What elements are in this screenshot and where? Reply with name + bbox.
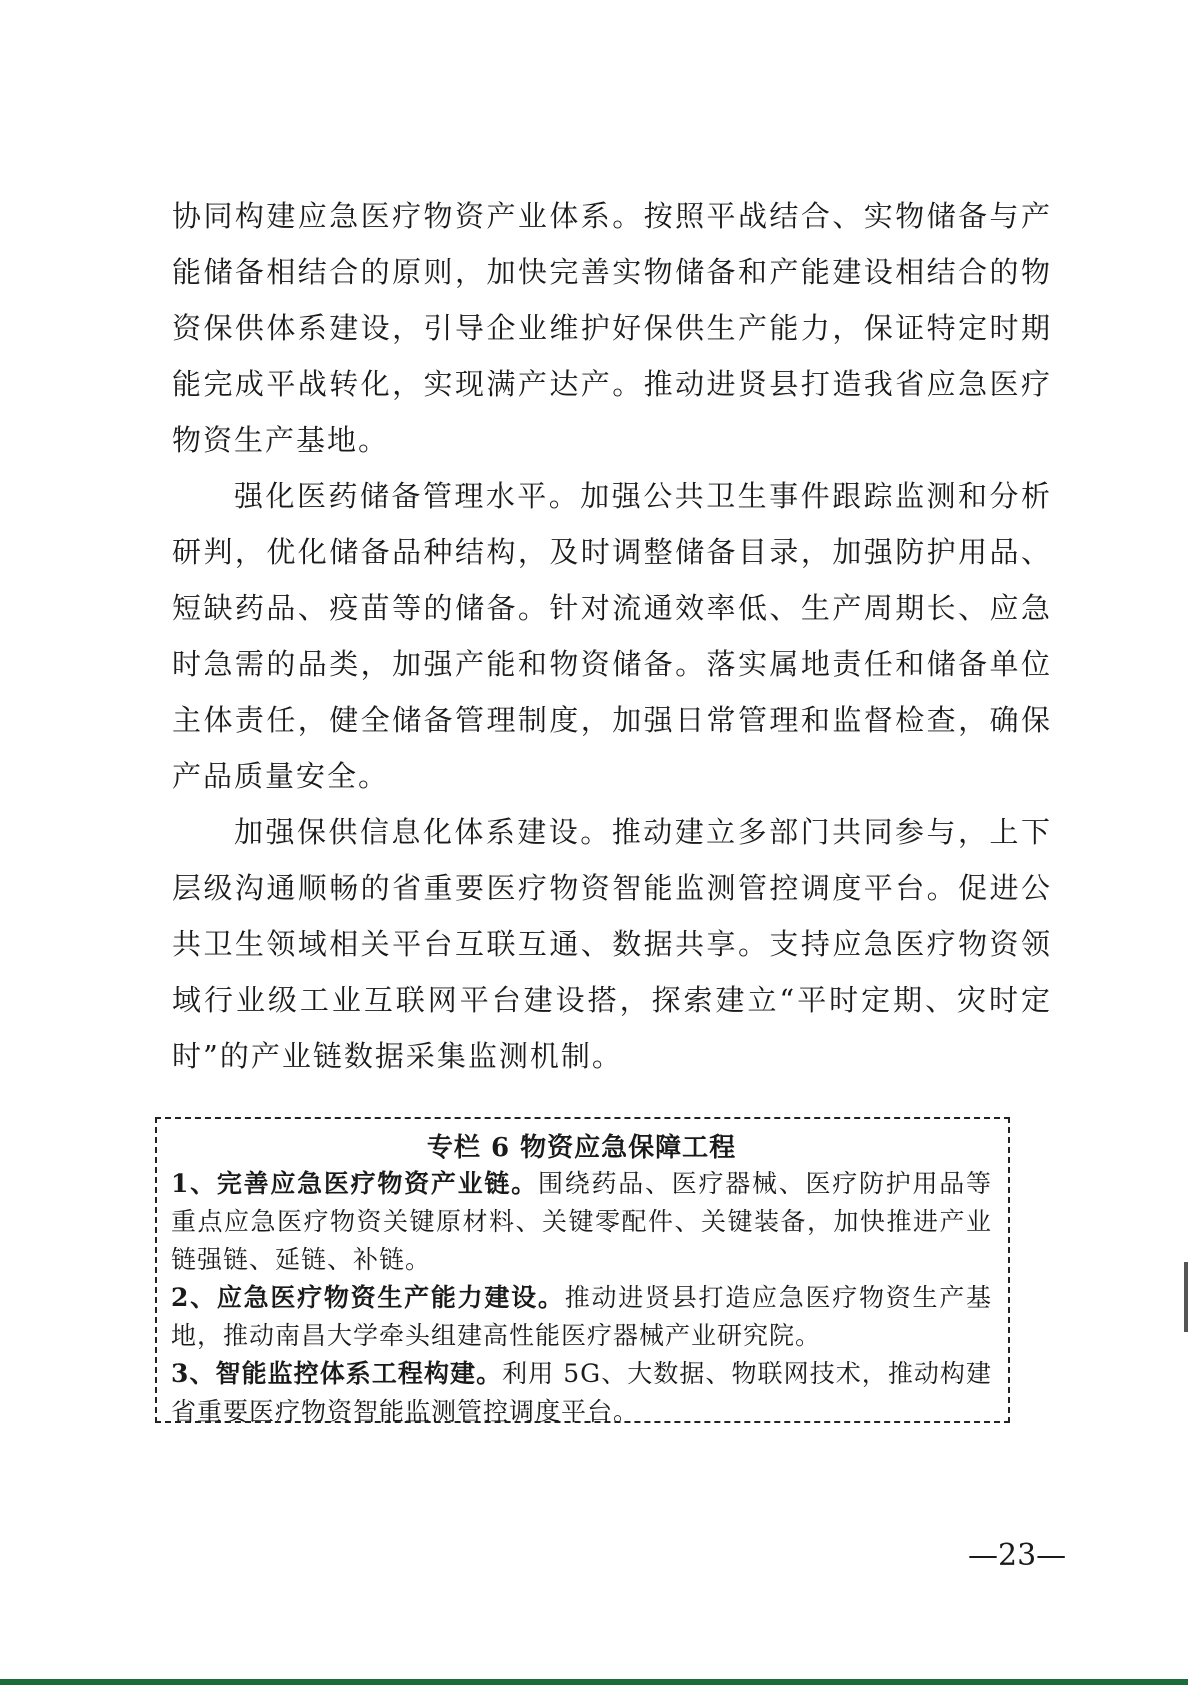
column-box-item-1 [171, 1165, 992, 1279]
column-box-item-1-lead: 1、完善应急医疗物资产业链。 [171, 1169, 538, 1198]
column-box-title: 专栏 6 物资应急保障工程 [426, 1133, 737, 1163]
paragraph-2-lead: 强化医药储备管理水平。 [234, 479, 581, 513]
paragraph-1-text: 协同构建应急医疗物资产业体系。按照平战结合、实物储备与产能储备相结合的原则，加快完善实物储备和产能建设相结合的物资保供体系建设，引导企业维护好保供生产能力，保证特定时期能完成平战转化，实现满产达产。推动进贤县打造我省应急医疗物资生产基地。 [172, 199, 1052, 457]
column-box-item-3 [171, 1355, 992, 1431]
column-box-item-2-lead: 2、应急医疗物资生产能力建设。 [171, 1283, 565, 1312]
scan-bottom-line [0, 1679, 1188, 1685]
page-number: —23— [968, 1538, 1067, 1573]
column-box-item-2 [171, 1279, 992, 1355]
column-box [155, 1117, 1010, 1426]
column-box-item-3-lead: 3、智能监控体系工程构建。 [171, 1359, 503, 1388]
column-box-item-1-text: 围绕药品、医疗器械、医疗防护用品等重点应急医疗物资关键原材料、关键零配件、关键装备，加快推进产业链强链、延链、补链。 [171, 1169, 992, 1274]
scan-edge-mark [1184, 1262, 1188, 1332]
column-box-item-2-text: 推动进贤县打造应急医疗物资生产基地，推动南昌大学牵头组建高性能医疗器械产业研究院。 [171, 1283, 992, 1350]
paragraph-1 [172, 188, 1052, 468]
paragraph-3 [172, 804, 1052, 1084]
paragraph-3-lead: 加强保供信息化体系建设。 [234, 815, 612, 849]
column-box-item-3-text: 利用 5G、大数据、物联网技术，推动构建省重要医疗物资智能监测管控调度平台。 [171, 1359, 992, 1426]
paragraph-2-text: 加强公共卫生事件跟踪监测和分析研判，优化储备品种结构，及时调整储备目录，加强防护用品、短缺药品、疫苗等的储备。针对流通效率低、生产周期长、应急时急需的品类，加强产能和物资储备。落实属地责任和储备单位主体责任，健全储备管理制度，加强日常管理和监督检查，确保产品质量安全。 [172, 479, 1052, 793]
paragraph-3-text: 推动建立多部门共同参与，上下层级沟通顺畅的省重要医疗物资智能监测管控调度平台。促进公共卫生领域相关平台互联互通、数据共享。支持应急医疗物资领域行业级工业互联网平台建设搭，探索建立“平时定期、灾时定时”的产业链数据采集监测机制。 [172, 815, 1052, 1073]
paragraph-2 [172, 468, 1052, 804]
body-text [172, 188, 1052, 1084]
